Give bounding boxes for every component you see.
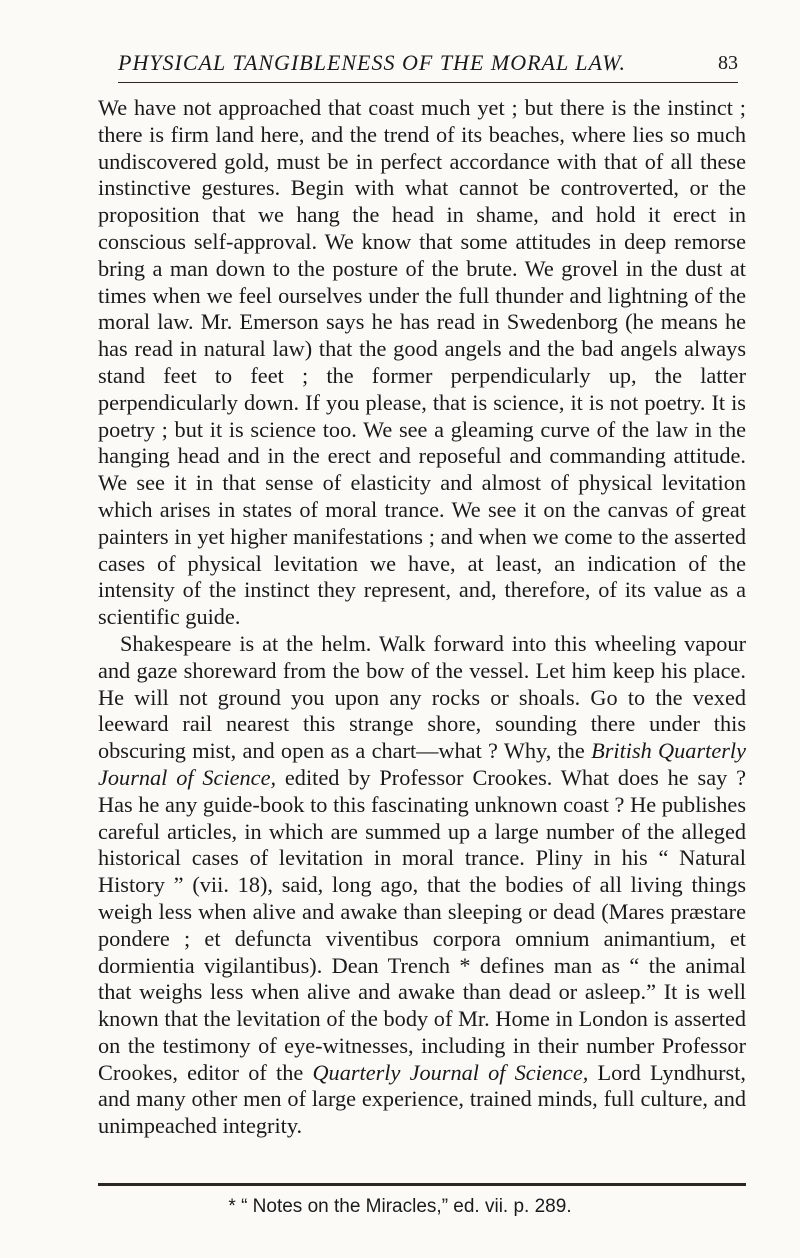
text-segment: Shakespeare is at the helm. Walk forward into this wheeling vapour and gaze shoreward from the bow of the vessel. Let him keep his place. He will not ground you upon any rocks or shoals. Go to the vexed leeward rail nearest this strange shore, sounding there under this obscuring mist, and open as a chart—what ? Why, the bbox=[98, 630, 746, 764]
running-title: PHYSICAL TANGIBLENESS OF THE MORAL LAW. bbox=[118, 50, 626, 75]
text-segment: Lord Lyndhurst, and many other men of large experience, trained minds, full culture, and unimpeached integrity. bbox=[98, 1059, 747, 1139]
paragraph bbox=[98, 631, 746, 1140]
paragraph bbox=[98, 95, 746, 631]
text-segment: edited by Professor Crookes. What does he say ? Has he any guide-book to this fascinating unknown coast ? He publishes careful articles, in which are summed up a large number of the alleged historical cases of levitation in moral trance. Pliny in his “ Natural History ” (vii. 18), said, long ago, that the bodies of all living things weigh less when alive and awake than sleeping or dead (Mares præstare pondere ; et defuncta viventibus corpora omnium animantium, et dormientia vigilantibus). Dean Trench * defines man as “ the animal that weighs less when alive and awake than dead or asleep.” It is well known that the levitation of the body of Mr. Home in London is asserted on the testimony of eye-witnesses, including in their number Professor Crookes, editor of the bbox=[98, 764, 746, 1085]
page-number: 83 bbox=[718, 52, 738, 74]
page-header bbox=[118, 50, 738, 84]
body-text bbox=[98, 95, 746, 1140]
journal-title: Quarterly Journal of Science, bbox=[312, 1059, 589, 1085]
text-segment: We have not approached that coast much yet ; but there is the instinct ; there is firm land here, and the trend of its beaches, where lies so much undiscovered gold, must be in perfect accordance with that of all these instinctive gestures. Begin with what cannot be controverted, or the proposition that we hang the head in shame, and hold it erect in conscious self-approval. We know that some attitudes in deep remorse bring a man down to the posture of the brute. We grovel in the dust at times when we feel ourselves under the full thunder and lightning of the moral law. Mr. Emerson says he has read in Swedenborg (he means he has read in natural law) that the good angels and the bad angels always stand feet to feet ; the former perpendicularly up, the latter perpendicularly down. If you please, that is science, it is not poetry. It is poetry ; but it is science too. We see a gleaming curve of the law in the hanging head and in the erect and reposeful and commanding attitude. We see it in that sense of elasticity and almost of physical levitation which arises in states of moral trance. We see it on the canvas of great painters in yet higher manifestations ; and when we come to the asserted cases of physical levitation we have, at least, an indication of the intensity of the instinct they represent, and, therefore, of its value as a scientific guide. bbox=[98, 95, 746, 630]
footnote: * “ Notes on the Miracles,” ed. vii. p. 289. bbox=[228, 1196, 572, 1217]
header-rule bbox=[118, 82, 738, 83]
journal-title: British Quarterly Journal of Science, bbox=[98, 738, 746, 790]
footnote-rule bbox=[98, 1183, 746, 1186]
